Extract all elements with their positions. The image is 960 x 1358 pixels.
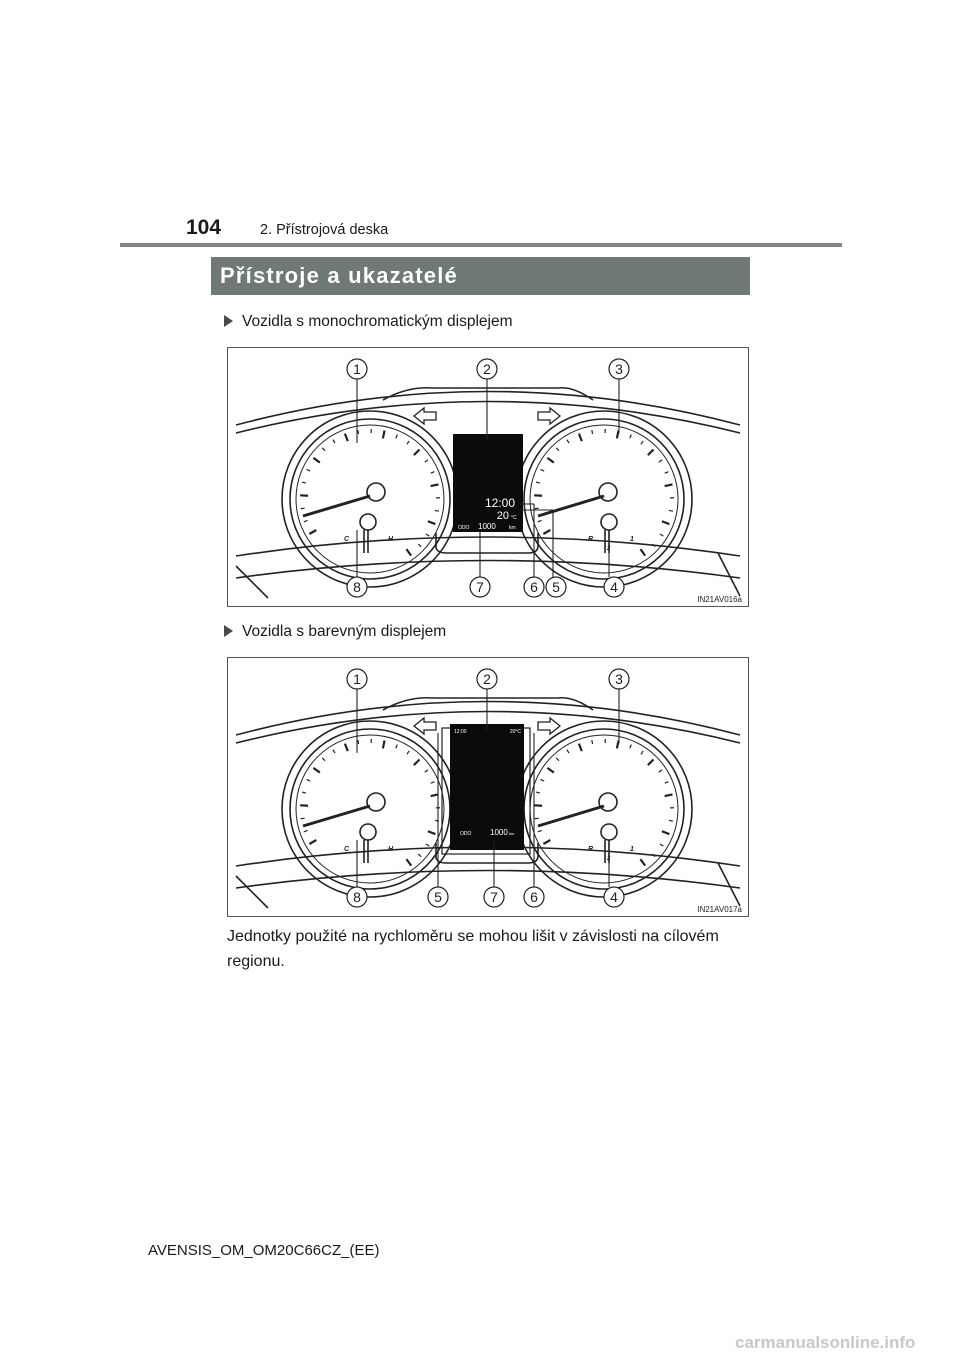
callout-4: 4 xyxy=(610,889,618,905)
instrument-cluster-color-illustration xyxy=(228,658,748,916)
left-gauge-hub xyxy=(367,483,385,501)
triangle-bullet-icon xyxy=(224,625,233,637)
gauge-label-reserve: R xyxy=(588,536,594,543)
turn-left-arrow-icon xyxy=(414,408,436,424)
dashboard-hood-outline xyxy=(236,392,740,426)
display-odo-label: ODO xyxy=(460,831,472,837)
gauge-label-half: 2 xyxy=(607,546,611,552)
figure-mono xyxy=(227,347,749,607)
figure-id: IN21AV016a xyxy=(697,595,742,604)
footer-code: AVENSIS_OM_OM20C66CZ_(EE) xyxy=(148,1242,380,1259)
gauge-label-reserve: R xyxy=(588,846,594,853)
gauge-label-half: 2 xyxy=(607,856,611,862)
callout-6: 6 xyxy=(530,579,538,595)
figure-id: IN21AV017a xyxy=(697,905,742,914)
turn-right-arrow-icon xyxy=(538,408,560,424)
callout-7: 7 xyxy=(476,579,484,595)
display-temp: 20 xyxy=(496,510,509,522)
callout-3: 3 xyxy=(615,671,623,687)
gauge-label-full: 1 xyxy=(630,536,634,543)
triangle-bullet-icon xyxy=(224,315,233,327)
display-time: 12:00 xyxy=(484,496,515,510)
section-title: Přístroje a ukazatelé xyxy=(211,257,750,295)
callout-8: 8 xyxy=(353,579,361,595)
callout-7: 7 xyxy=(490,889,498,905)
gauge-label-full: 1 xyxy=(630,846,634,853)
variant-caption-mono-text: Vozidla s monochromatickým displejem xyxy=(242,313,513,330)
display-temp: 20°C xyxy=(509,729,521,735)
callout-2: 2 xyxy=(483,361,491,377)
header-rule xyxy=(120,243,842,247)
display-odo-value: 1000 xyxy=(478,522,496,531)
display-odo-value: 1000 xyxy=(490,828,508,837)
display-odo-label: ODO xyxy=(458,525,470,531)
turn-left-arrow-icon xyxy=(414,718,436,734)
right-gauge-hub xyxy=(599,483,617,501)
gauge-label-cold: C xyxy=(344,846,350,853)
callout-8: 8 xyxy=(353,889,361,905)
callout-6: 6 xyxy=(530,889,538,905)
turn-right-arrow-icon xyxy=(538,718,560,734)
instrument-cluster-mono-illustration xyxy=(228,348,748,606)
display-time: 12:00 xyxy=(454,729,467,735)
display-odo-unit: km xyxy=(509,831,515,836)
display-odo-unit: km xyxy=(509,525,516,531)
callout-1: 1 xyxy=(353,361,361,377)
variant-caption-mono xyxy=(224,313,513,331)
display-temp-unit: °C xyxy=(511,515,517,521)
gauge-label-cold: C xyxy=(344,536,350,543)
watermark: carmanualsonline.info xyxy=(735,1333,916,1352)
callout-5: 5 xyxy=(434,889,442,905)
callout-5: 5 xyxy=(552,579,560,595)
page-number: 104 xyxy=(186,216,222,239)
callout-4: 4 xyxy=(610,579,618,595)
body-paragraph: Jednotky použité na rychloměru se mohou lišit v závislosti na cílovém regionu. xyxy=(227,928,719,970)
callout-3: 3 xyxy=(615,361,623,377)
variant-caption-color xyxy=(224,623,446,641)
variant-caption-color-text: Vozidla s barevným displejem xyxy=(242,623,447,640)
chapter-title: 2. Přístrojová deska xyxy=(260,222,389,238)
figure-color xyxy=(227,657,749,917)
gauge-label-hot: H xyxy=(388,536,394,543)
callout-1: 1 xyxy=(353,671,361,687)
gauge-label-hot: H xyxy=(388,846,394,853)
callout-2: 2 xyxy=(483,671,491,687)
